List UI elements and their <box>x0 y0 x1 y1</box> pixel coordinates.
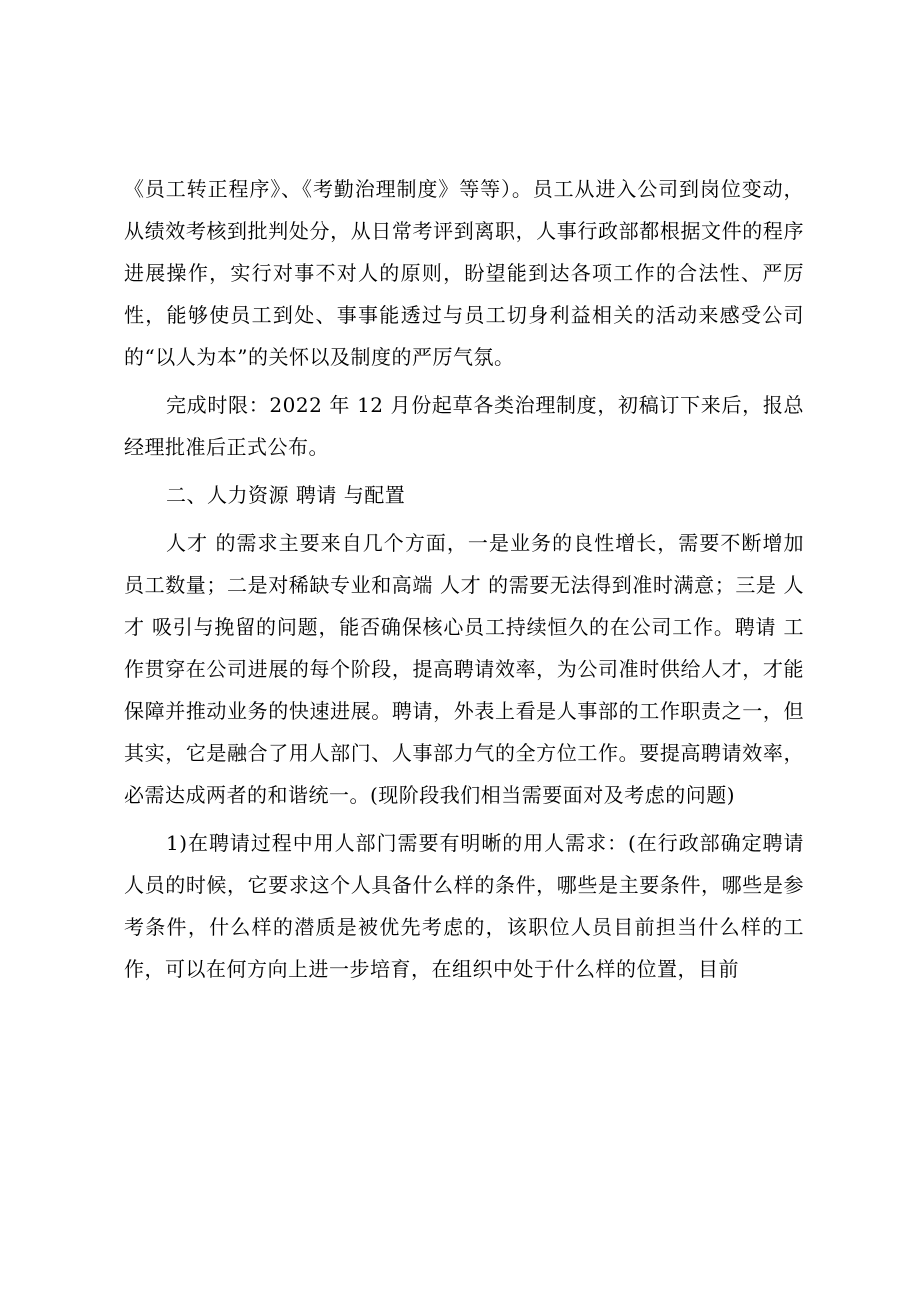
paragraph-talent-demand: 人才 的需求主要来自几个方面，一是业务的良性增长，需要不断增加员工数量；二是对稀缺专业和高端 人才 的需要无法得到准时满意；三是 人才 吸引与挽留的问题，能否确保核心员工持续恒久的在公司工作。聘请 工作贯穿在公司进展的每个阶段，提高聘请效率，为公司准时供给人才，才能保障并推动业务的快速进展。聘请，外表上看是人事部的工作职责之一，但其实，它是融合了用人部门、人事部力气的全方位工作。要提高聘请效率，必需达成两者的和谐统一。(现阶段我们相当需要面对及考虑的问题) <box>124 531 804 807</box>
document-body <box>124 168 804 990</box>
section-heading: 二、人力资源 聘请 与配置 <box>166 483 406 507</box>
paragraph-recruitment-point-1: 1)在聘请过程中用人部门需要有明晰的用人需求：(在行政部确定聘请人员的时候，它要求这个人具备什么样的条件，哪些是主要条件，哪些是参考条件，什么样的潜质是被优先考虑的，该职位人员目前担当什么样的工作，可以在何方向上进一步培育，在组织中处于什么样的位置，目前 <box>124 831 804 981</box>
paragraph-continuation: 《员工转正程序》、《考勤治理制度》等等）。员工从进入公司到岗位变动，从绩效考核到批判处分，从日常考评到离职，人事行政部都根据文件的程序进展操作，实行对事不对人的原则，盼望能到达各项工作的合法性、严厉性，能够使员工到处、事事能透过与员工切身利益相关的活动来感受公司的“以人为本”的关怀以及制度的严厉气氛。 <box>124 177 804 369</box>
paragraph-deadline: 完成时限：2022 年 12 月份起草各类治理制度，初稿订下来后，报总经理批准后正式公布。 <box>124 393 804 459</box>
